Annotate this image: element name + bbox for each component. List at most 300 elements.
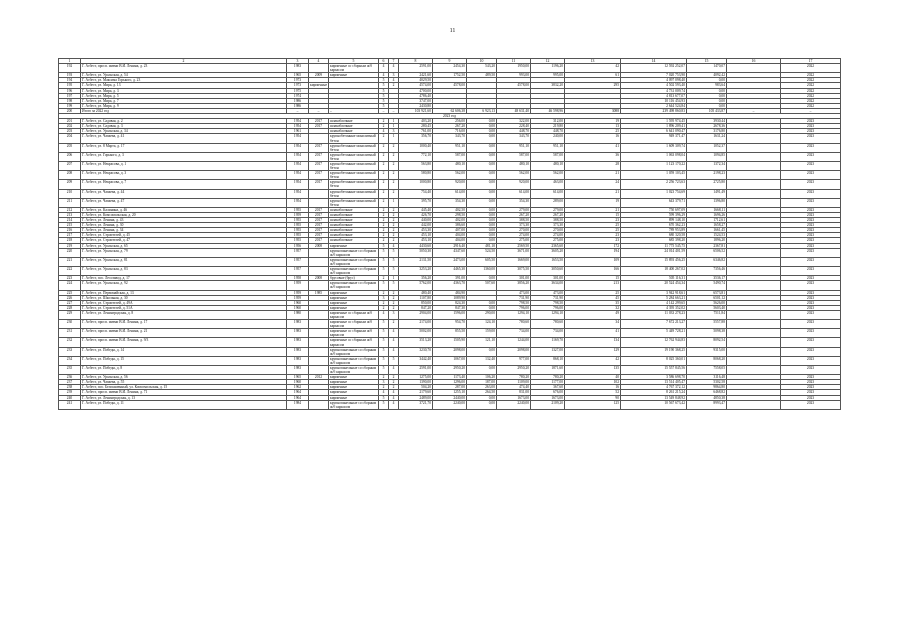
table-cell: 2023 [781, 300, 841, 305]
table-cell: 1107,80 [399, 295, 433, 300]
table-cell: 21 [565, 171, 621, 180]
table-cell: 1983 [287, 356, 309, 365]
table-cell: 2 [379, 218, 389, 223]
table-cell: 2 [379, 385, 389, 390]
table-cell: 484,90 [433, 290, 467, 295]
table-cell [309, 356, 329, 365]
table-cell: 90 [565, 395, 621, 400]
table-cell: 2 [379, 233, 389, 238]
table-cell: 62 606,38 [433, 108, 467, 113]
table-cell: 264,50 [467, 390, 497, 395]
table-cell: 0,00 [467, 238, 497, 243]
table-cell: 4 [379, 73, 389, 78]
table-cell: 580,80 [399, 171, 433, 180]
table-cell: 219 [59, 243, 81, 248]
table-cell: 6506,52 [687, 248, 727, 257]
table-cell: шлакоблочные [329, 223, 379, 228]
table-cell: 524,50 [467, 248, 497, 257]
table-cell: 1973 [287, 83, 309, 88]
table-cell: 614,00 [531, 189, 565, 198]
table-cell: 2017 [309, 228, 329, 233]
table-cell: 445,40 [399, 207, 433, 212]
table-cell: 1 609 309,74 [621, 143, 687, 152]
table-cell: 41 [565, 143, 621, 152]
column-header: 11 [497, 59, 531, 64]
table-cell: 24 [565, 180, 621, 189]
table-cell: 2017 [309, 143, 329, 152]
table-cell: 267,20 [531, 213, 565, 218]
table-cell: кирпичные [329, 243, 379, 248]
table-cell: 102 [565, 380, 621, 385]
table-cell: 2109,20 [531, 400, 565, 409]
table-cell: крупнопанельные со сборным ж/б каркасом [329, 248, 379, 257]
table-cell: кирпичные [329, 290, 379, 295]
table-cell: 267,20 [433, 124, 467, 129]
table-cell: 1196,20 [531, 64, 565, 73]
table-cell: 287,00 [433, 385, 467, 390]
table-cell: 274,00 [497, 233, 531, 238]
column-header: 5 [329, 59, 379, 64]
table-row [59, 347, 841, 356]
table-cell: 209 [59, 180, 81, 189]
table-cell: 2 [379, 305, 389, 310]
table-cell: 2023 [781, 238, 841, 243]
table-cell: 134 [565, 338, 621, 347]
table-cell: 676,00 [531, 390, 565, 395]
table-cell: 2022 [781, 103, 841, 108]
table-cell: 12 592 252,07 [621, 64, 687, 73]
table-cell: 407,00 [433, 228, 467, 233]
table-cell: крупнопанельные со сборным ж/б каркасом [329, 257, 379, 266]
table-cell: 868,10 [531, 356, 565, 365]
table-cell: 5 [379, 356, 389, 365]
table-cell: 2017 [309, 161, 329, 170]
table-cell: 4 [389, 395, 399, 400]
table-cell: Г. Асбест, ул. Чапаева, д. 55 [81, 380, 287, 385]
table-cell: 196 [59, 88, 81, 93]
table-cell [309, 134, 329, 143]
table-cell: шлакоблочные [329, 119, 379, 124]
column-header: 10 [467, 59, 497, 64]
table-cell: 1669,00 [497, 257, 531, 266]
table-cell [727, 189, 781, 198]
table-cell: 2023 [781, 276, 841, 281]
table-cell: 234 [59, 356, 81, 365]
table-cell: 5 284 663,21 [621, 295, 687, 300]
table-cell: 1244,00 [497, 338, 531, 347]
table-cell: 373,30 [531, 223, 565, 228]
table-cell: 23 [565, 238, 621, 243]
table-cell: 0,00 [467, 276, 497, 281]
table-row [59, 198, 841, 207]
table-cell: 193 [59, 73, 81, 78]
table-row [59, 338, 841, 347]
table-cell: 587,00 [433, 152, 467, 161]
table-cell: 1177,00 [531, 380, 565, 385]
table-cell: 172 [565, 243, 621, 248]
table-cell: 2022 [781, 83, 841, 88]
table-cell: 230 [59, 320, 81, 329]
table-cell: 1959 [287, 290, 309, 295]
table-cell: 1372,34 [687, 161, 727, 170]
table-cell: 3 [389, 73, 399, 78]
table-cell: Г. Асбест, ул. Мира, д. 7 [81, 98, 287, 103]
table-cell: 2 [379, 180, 389, 189]
table-cell: 1661,45 [687, 228, 727, 233]
table-cell: Г. Асбест, просп. имени В.И. Ленина, д. 23 [81, 64, 287, 73]
table-cell: 563,80 [399, 161, 433, 170]
table-row [59, 257, 841, 266]
table-cell: 3832,20 [531, 83, 565, 88]
table-cell: 2023 [781, 243, 841, 248]
table-cell: 1960 [287, 380, 309, 385]
table-cell: 2 [379, 228, 389, 233]
table-cell: 780,60 [531, 320, 565, 329]
table-cell: 474,40 [497, 385, 531, 390]
table-cell: шлакоблочные [329, 129, 379, 134]
table-row [59, 329, 841, 338]
table-cell: 224 [59, 281, 81, 290]
table-cell: 920,00 [497, 180, 531, 189]
table-cell: 1965 [287, 375, 309, 380]
table-cell: 1596,00 [433, 310, 467, 319]
table-cell: 8993,47 [687, 400, 727, 409]
table-cell: крупнобетонные монолитный бетон [329, 180, 379, 189]
table-cell: Г. Асбест, ул. Чапаева, д. 41 [81, 134, 287, 143]
table-cell: 2023 [781, 290, 841, 295]
table-cell: 221 [59, 257, 81, 266]
table-cell: Г. Асбест, ул. Уральская, д. 83 [81, 267, 287, 276]
table-cell: 36 [565, 152, 621, 161]
table-row [59, 356, 841, 365]
table-cell: 0,00 [687, 78, 727, 83]
table-cell: 1896,20 [687, 238, 727, 243]
table-body [59, 64, 841, 410]
table-cell: 4578,00 [497, 83, 531, 88]
table-cell: 1983 [287, 64, 309, 73]
table-cell: 1957 [287, 248, 309, 257]
table-cell: 5 [379, 257, 389, 266]
table-cell: 3050,60 [531, 267, 565, 276]
table-cell: 4 [389, 390, 399, 395]
table-row [59, 310, 841, 319]
table-cell: 2009 [309, 73, 329, 78]
table-cell: 1000,80 [399, 180, 433, 189]
table-cell: 219,80 [531, 124, 565, 129]
table-cell: 0,00 [467, 198, 497, 207]
table-cell: 0,00 [467, 207, 497, 212]
table-cell: 2023 [781, 380, 841, 385]
table-cell: 951,10 [531, 143, 565, 152]
table-cell: 5 [379, 267, 389, 276]
table-cell: 2017 [309, 124, 329, 129]
table-cell: 42 [565, 356, 621, 365]
table-cell: 1067,00 [433, 356, 467, 365]
table-cell: 0,00 [467, 129, 497, 134]
table-cell: 1986 [287, 103, 309, 108]
table-cell: 19 190 368,25 [621, 347, 687, 356]
table-cell: 391,00 [433, 276, 467, 281]
table-cell: 1985 [309, 290, 329, 295]
table-cell [309, 64, 329, 73]
table-cell: 2 [379, 171, 389, 180]
table-cell [309, 400, 329, 409]
table-cell: 2131,50 [399, 257, 433, 266]
table-cell: 480,10 [497, 161, 531, 170]
table-cell: 1 059 103,45 [621, 171, 687, 180]
table-row [59, 320, 841, 329]
table-cell: 2023 [781, 124, 841, 129]
table-cell: 2023 [781, 218, 841, 223]
table-cell: 2023 [781, 143, 841, 152]
table-cell: 780,20 [531, 375, 565, 380]
table-cell: 453,10 [399, 238, 433, 243]
table-cell: 2 [389, 290, 399, 295]
table-cell: 195 [59, 83, 81, 88]
table-row [59, 189, 841, 198]
table-cell: кирпичные [329, 73, 379, 78]
table-cell: 211 [59, 198, 81, 207]
table-cell: Г. Асбест, ул. Ленинградская, д. 8 [81, 310, 287, 319]
page-number: 11 [449, 28, 456, 34]
table-cell: 15 [565, 276, 621, 281]
table-cell: крупнопанельные со сборным ж/б каркасом [329, 400, 379, 409]
table-cell: кирпичные со сборным ж/б каркасом [329, 64, 379, 73]
table-cell: 1294,10 [497, 310, 531, 319]
table-cell: 798,50 [531, 300, 565, 305]
table-cell: 166 [565, 267, 621, 276]
column-header: 6 [379, 59, 389, 64]
table-cell: 1956 [287, 243, 309, 248]
table-cell: 789 953,89 [621, 228, 687, 233]
table-cell: 275,00 [531, 238, 565, 243]
table-cell: 1524,53 [687, 233, 727, 238]
table-cell: 780,20 [497, 375, 531, 380]
table-cell: 2 [379, 189, 389, 198]
table-cell: 2023 [781, 338, 841, 347]
table-cell: 2017 [309, 152, 329, 161]
table-cell: 5 [379, 243, 389, 248]
table-cell: 2023 [781, 198, 841, 207]
table-cell: 2023 [781, 129, 841, 134]
table-cell [309, 267, 329, 276]
table-cell: 1275,00 [399, 375, 433, 380]
table-cell: 2591,00 [399, 366, 433, 375]
table-cell: 480,10 [433, 161, 467, 170]
table-cell: 1296,00 [433, 380, 467, 385]
table-cell: 25 [565, 223, 621, 228]
table-cell: 1954 [287, 171, 309, 180]
table-cell: 0,00 [467, 223, 497, 228]
table-cell: Итого за 2022 год [81, 108, 287, 113]
table-cell: Г. Асбест, ул. Уральская, д. 34 [81, 129, 287, 134]
table-cell: кирпичные [329, 385, 379, 390]
table-cell: 5 [379, 395, 389, 400]
table-cell: 4347,60 [433, 248, 467, 257]
table-cell: 388,50 [531, 218, 565, 223]
table-cell: крупнобетонные монолитный бетон [329, 143, 379, 152]
table-cell: 388,50 [497, 218, 531, 223]
table-cell [727, 143, 781, 152]
table-cell: 5 [379, 88, 389, 93]
table-cell: 448,70 [497, 129, 531, 134]
table-cell: 4 [389, 366, 399, 375]
table-cell: 46 598,96 [531, 108, 565, 113]
table-row [59, 180, 841, 189]
table-cell: 35 [565, 300, 621, 305]
table-cell: 1983 [287, 366, 309, 375]
table-cell: 1 123 170,22 [621, 161, 687, 170]
table-cell: 198 [59, 98, 81, 103]
table-cell: 1 063 098,04 [621, 152, 687, 161]
table-cell: 1173,40 [433, 375, 467, 380]
table-cell: 824,30 [433, 300, 467, 305]
table-cell: 0,00 [467, 218, 497, 223]
table-cell: 25 [565, 228, 621, 233]
table-cell: 0,00 [467, 213, 497, 218]
table-cell: 25 [565, 290, 621, 295]
table-cell: 1 896 209,41 [621, 124, 687, 129]
table-cell: 2454,30 [433, 64, 467, 73]
table-row [59, 267, 841, 276]
table-cell: 301,00 [497, 276, 531, 281]
table-cell: 587,00 [531, 152, 565, 161]
table-cell: 670 362,23 [621, 223, 687, 228]
table-cell: 2 [379, 143, 389, 152]
table-cell: 19 [565, 119, 621, 124]
table-cell: 954,70 [433, 320, 467, 329]
table-cell: шлакоблочные [329, 124, 379, 129]
table-cell: 0,00 [467, 189, 497, 198]
table-cell [727, 338, 781, 347]
table-cell: 562,00 [497, 171, 531, 180]
table-cell: 1959 [287, 281, 309, 290]
table-cell: 1327,00 [531, 347, 565, 356]
table-cell: 1975 [287, 88, 309, 93]
table-cell: 5603,40 [687, 305, 727, 310]
table-cell: 0,00 [467, 119, 497, 124]
table-cell: 0,00 [467, 228, 497, 233]
table-cell: 5 [389, 281, 399, 290]
table-cell: 4 [379, 310, 389, 319]
table-cell: 772,10 [399, 152, 433, 161]
table-cell: 0,00 [467, 400, 497, 409]
table-cell: крупнопанельные со сборным ж/б каркасом [329, 366, 379, 375]
table-cell [727, 64, 781, 73]
table-cell: 2017 [309, 119, 329, 124]
table-cell: 1960 [287, 305, 309, 310]
table-cell: 2023 [781, 356, 841, 365]
table-row [59, 134, 841, 143]
table-cell: 2904,00 [399, 310, 433, 319]
table-cell: 6468,82 [687, 390, 727, 395]
table-cell: крупнопанельные со сборным ж/б каркасом [329, 347, 379, 356]
table-cell: 2023 [781, 223, 841, 228]
table-cell: Г. Асбест, ул. Победы, д. 11 [81, 400, 287, 409]
table-cell: 386,60 [433, 223, 467, 228]
table-cell: 734,00 [497, 329, 531, 338]
table-cell: 1752,50 [433, 73, 467, 78]
table-cell: 279,00 [531, 207, 565, 212]
table-cell: 28 [565, 161, 621, 170]
table-cell: 5 [379, 83, 389, 88]
table-cell: 1960 [287, 300, 309, 305]
table-cell: 16 [565, 134, 621, 143]
table-cell [309, 329, 329, 338]
table-cell: 279,00 [497, 207, 531, 212]
table-cell: Г. Асбест, ул. Садовая, д. 2 [81, 119, 287, 124]
table-cell: 4 502 593,40 [621, 83, 687, 88]
table-cell: 403,20 [399, 119, 433, 124]
table-cell: 1954 [287, 198, 309, 207]
table-cell: 1505,90 [433, 338, 467, 347]
table-row [59, 400, 841, 409]
table-cell: кирпичные со сборным ж/б каркасом [329, 310, 379, 319]
table-cell: 2012 [309, 375, 329, 380]
table-cell: 274,00 [531, 233, 565, 238]
table-cell: 1954 [287, 189, 309, 198]
table-cell [727, 134, 781, 143]
table-cell: 15 [565, 213, 621, 218]
table-cell: 395,70 [399, 198, 433, 207]
column-header: 3 [287, 59, 309, 64]
table-cell [309, 310, 329, 319]
table-cell: 1957 [287, 267, 309, 276]
table-cell: 5098,38 [687, 329, 727, 338]
table-cell: 21 [565, 189, 621, 198]
table-cell: 716,00 [433, 129, 467, 134]
table-cell: крупнобетонные монолитный бетон [329, 152, 379, 161]
table-cell: 6 923,13 [467, 108, 497, 113]
table-cell: 6 641 090,47 [621, 129, 687, 134]
table-cell: 11 775 545,75 [621, 243, 687, 248]
housing-table [58, 58, 841, 410]
table-cell: 1 [389, 124, 399, 129]
table-cell: 2421,60 [399, 73, 433, 78]
table-cell [309, 281, 329, 290]
table-cell: 2017 [309, 233, 329, 238]
table-cell: 562,00 [531, 171, 565, 180]
table-cell [727, 257, 781, 266]
column-header: 13 [565, 59, 621, 64]
table-cell: 1094,85 [687, 152, 727, 161]
table-cell: 2098,00 [497, 347, 531, 356]
table-cell: 489,50 [467, 73, 497, 78]
table-cell: кирпичные со сборным ж/б каркасом [329, 329, 379, 338]
table-cell: 951,10 [497, 143, 531, 152]
table-cell: Г. Асбест, ул. Чапаева, д. 44 [81, 189, 287, 198]
table-cell: 1962 [287, 385, 309, 390]
table-cell: кирпичные [329, 380, 379, 385]
table-cell: 212 [59, 207, 81, 212]
table-cell: 680 320,58 [621, 233, 687, 238]
table-cell: 2 [389, 189, 399, 198]
table-cell: 20 524 454,34 [621, 281, 687, 290]
table-cell: 200 [59, 108, 81, 113]
table-cell: 4786,40 [399, 93, 433, 98]
table-cell: 23 [565, 233, 621, 238]
table-cell: 208 [59, 171, 81, 180]
table-cell: Г. Асбест, пос. Лесозавод, д. 17 [81, 276, 287, 281]
table-cell: 993,00 [497, 73, 531, 78]
table-cell: 232 [59, 338, 81, 347]
table-cell: 124,10 [467, 320, 497, 329]
table-cell: 2023 [781, 320, 841, 329]
table-cell: 2 [389, 295, 399, 300]
table-cell [727, 400, 781, 409]
table-cell: 1089,90 [433, 295, 467, 300]
table-cell: 3513,20 [399, 338, 433, 347]
